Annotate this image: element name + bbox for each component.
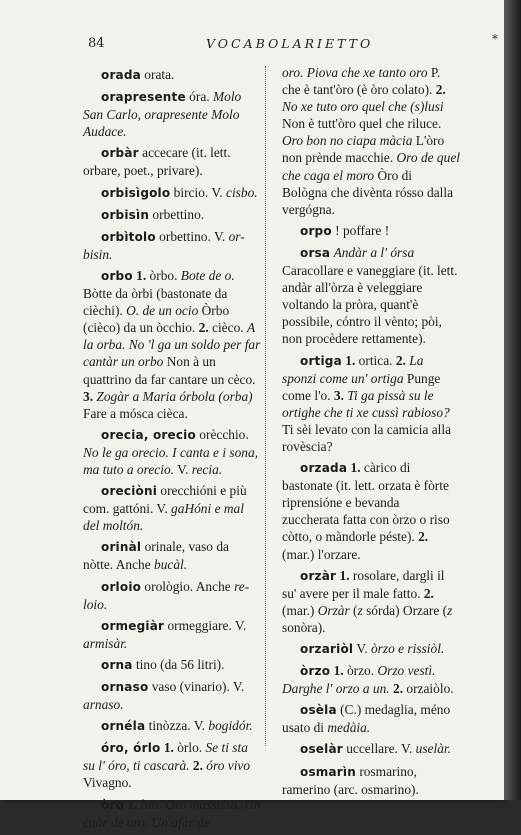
definition-text: òro. — [137, 796, 166, 812]
sense-number: 2. — [198, 320, 209, 336]
example-text: medàia. — [327, 720, 371, 736]
example-text: óro vivo — [206, 758, 251, 774]
example-text: Oro bon no ciapa màcia — [282, 133, 413, 149]
dictionary-entry — [282, 701, 460, 736]
definition-text: orinale, vaso da nòtte. Anche — [83, 539, 229, 573]
sense-number: 1. — [350, 460, 361, 476]
sense-number: 1. — [136, 267, 147, 283]
column-divider — [265, 66, 266, 746]
dictionary-entry — [83, 578, 261, 613]
definition-text: accecare (it. lett. orbare, poet., privare). — [83, 145, 231, 179]
headword: òrzo — [300, 664, 331, 679]
dictionary-entry — [83, 678, 261, 713]
definition-text: Ti sèi levato con la camicia alla rovèscia? — [282, 421, 452, 454]
sense-number: 1. — [339, 567, 350, 583]
headword: orapresente — [101, 90, 186, 105]
headword: orecia, orecio — [101, 427, 196, 442]
headword: orzada — [300, 461, 348, 476]
sense-number: 2. — [192, 758, 203, 774]
definition-text: orecchióni e più com. gattóni. V. — [83, 483, 247, 517]
dictionary-entry — [83, 426, 261, 478]
dictionary-entry — [282, 222, 460, 240]
headword: óro, órlo — [101, 741, 161, 756]
corner-mark: * — [492, 32, 498, 46]
definition-text: óra. — [185, 89, 213, 105]
dictionary-entry — [83, 617, 261, 652]
definition-text: Caracollare e vaneggiare (it. lett. andàr all'òrza è veleggiare voltando la pròra, quant'è possibile, cóntro il vènto; pòi, non procèdere rettamente). — [282, 263, 458, 347]
dictionary-entry — [83, 717, 261, 735]
headword: òro — [101, 797, 125, 812]
example-text: Se ti sta su l' óro, ti cascarà. — [83, 740, 248, 774]
dictionary-entry — [282, 567, 460, 636]
dictionary-entry — [83, 796, 261, 831]
dictionary-entry — [83, 144, 261, 179]
dictionary-entry — [83, 656, 261, 674]
example-text: or-bisin. — [83, 228, 245, 262]
sense-number: 2. — [395, 352, 406, 368]
definition-text: ormeggiare. V. — [164, 617, 247, 633]
dictionary-entry — [83, 267, 261, 422]
headword: orbisìn — [101, 207, 150, 222]
example-text: re-loio. — [83, 578, 250, 612]
dictionary-entry — [83, 184, 261, 202]
dictionary-entry — [282, 640, 460, 658]
example-text: No xe tuto oro quel che (s)lusi — [282, 99, 444, 115]
example-text: O. de un ocio — [126, 303, 199, 319]
example-text: A la orba. No 'l ga un soldo per far cantàr un orbo — [83, 320, 261, 370]
headword: oselàr — [300, 742, 343, 757]
definition-text: orològio. Anche — [141, 578, 235, 594]
definition-text: rosmarino, ramerino (arc. osmarino). — [282, 763, 419, 797]
example-text: z — [357, 602, 363, 618]
example-text: Orzàr — [317, 602, 350, 618]
definition-text: Non è tutt'òro quel che riluce. — [282, 116, 442, 132]
example-text: armisàr. — [83, 635, 128, 651]
headword: orzariòl — [300, 642, 354, 656]
definition-text: V. — [353, 641, 371, 656]
sense-number: 2. — [418, 529, 429, 545]
dictionary-entry — [83, 538, 261, 573]
example-text: uselàr. — [415, 741, 451, 757]
example-text: Orzo vestì. Darghe l' orzo a un. — [282, 663, 436, 697]
definition-text: Bòtte da òrbi (bastonate da cièchi). — [83, 286, 228, 319]
headword: orbàr — [101, 146, 139, 161]
headword: orada — [101, 68, 141, 82]
example-text: Zogàr a Maria órbola (orba) — [96, 388, 253, 404]
definition-text: L'òro non prènde macchie. — [282, 133, 445, 166]
page-number: 84 — [88, 36, 105, 51]
example-text: z — [447, 602, 453, 618]
headword: ormegiàr — [101, 618, 165, 633]
running-title: VOCABOLARIETTO — [206, 36, 374, 51]
definition-text: sonòra). — [282, 619, 326, 635]
definition-text: tino (da 56 litri). — [132, 656, 225, 672]
sense-number: 1. — [333, 663, 344, 679]
definition-text: càrico di bastonate (it. lett. orzata è fòrte riprensióne e bevanda zuccherata fatta con òrzo o riso còtto, o màndorle péste). — [282, 460, 450, 545]
definition-text: V. — [174, 461, 192, 477]
dictionary-entry — [83, 228, 261, 263]
dictionary-entry — [282, 244, 460, 348]
sense-number: 1. — [163, 740, 174, 756]
definition-text: tinòzza. V. — [145, 718, 209, 734]
dictionary-entry — [282, 352, 460, 456]
definition-text: orbettino. — [149, 206, 205, 222]
definition-text: Òro di Bològna che divènta rósso dalla vergógna. — [282, 167, 454, 217]
definition-text: bircio. V. — [170, 184, 226, 200]
definition-text: ! poffare ! — [331, 222, 390, 238]
dictionary-entry — [282, 662, 460, 697]
dictionary-entry — [83, 206, 261, 224]
definition-text: rosolare, dargli il su' avere per il male fatto. — [282, 567, 445, 601]
definition-text: òrbo. — [146, 267, 181, 283]
example-text: recia. — [191, 461, 223, 477]
headword: ortiga — [300, 353, 342, 368]
dictionary-entry — [83, 482, 261, 534]
definition-text: orzaiòlo. — [403, 681, 454, 697]
definition-text: (mar.) l'orzare. — [282, 546, 361, 562]
dictionary-entry — [83, 739, 261, 791]
sense-number: 3. — [83, 388, 94, 404]
headword: orna — [101, 657, 133, 672]
dictionary-entry — [282, 763, 460, 798]
headword: osèla — [300, 703, 337, 718]
headword: ornaso — [101, 680, 149, 694]
page-edge-shadow — [504, 0, 521, 800]
example-text: arnaso. — [83, 697, 124, 713]
headword: osmarìn — [300, 764, 356, 779]
definition-text: (mar.) — [282, 602, 318, 618]
right-column — [282, 64, 460, 802]
example-text: bogidór. — [208, 718, 253, 734]
dictionary-entry — [282, 64, 460, 218]
definition-text: òrlo. — [173, 740, 206, 756]
definition-text: ortica. — [355, 352, 396, 368]
sense-number: 2. — [435, 82, 446, 98]
sense-number: 1. — [127, 796, 138, 812]
definition-text: vaso (vinario). V. — [148, 679, 245, 694]
definition-text: Fare a mósca cièca. — [83, 405, 188, 421]
headword: orbo — [101, 268, 133, 283]
headword: orsa — [300, 245, 331, 260]
headword: orbisìgolo — [101, 185, 171, 200]
dictionary-entry — [282, 740, 460, 758]
example-text: bucàl. — [154, 557, 188, 573]
definition-text: òrzo. — [343, 663, 378, 679]
example-text: La sponzi come un' ortiga — [282, 352, 424, 386]
definition-text: cièco. — [208, 320, 247, 336]
page-header — [88, 32, 498, 56]
example-text: Andàr a l' órsa — [333, 244, 415, 260]
sense-number: 1. — [345, 352, 356, 368]
definition-text: orècchio. — [195, 426, 249, 442]
example-text: No le ga orecio. I canta e i sona, ma tuto a orecio. — [83, 444, 259, 477]
dictionary-entry — [282, 459, 460, 563]
definition-text: Punge come l'o. — [282, 370, 441, 403]
left-column — [83, 66, 261, 835]
headword: orzàr — [300, 568, 337, 583]
definition-text: sórda) Orzare ( — [362, 602, 448, 618]
example-text: Bote de o. — [180, 267, 235, 283]
dictionary-entry — [83, 88, 261, 140]
definition-text: orbettino. V. — [155, 228, 229, 244]
definition-text: orata. — [140, 67, 175, 82]
example-text: Oro de quel che caga el moro — [282, 150, 460, 183]
example-text: òrzo e rissiòl. — [370, 641, 445, 656]
headword: ornéla — [101, 719, 146, 734]
headword: oreciòni — [101, 484, 158, 499]
example-text: Molo San Carlo, orapresente Molo Audace. — [83, 89, 242, 140]
example-text: Ti ga pissà su le ortighe che ti xe cussì rabioso? — [282, 387, 450, 420]
headword: orinàl — [101, 540, 142, 555]
example-text: oro. Piova che xe tanto oro — [282, 65, 428, 80]
definition-text: Vivagno. — [83, 775, 132, 791]
sense-number: 2. — [393, 681, 404, 697]
example-text: gaHóni e mal del moltón. — [83, 501, 244, 534]
sense-number: 2. — [423, 585, 434, 601]
definition-text: uccellare. V. — [342, 741, 416, 757]
sense-number: 3. — [333, 387, 344, 403]
headword: orpo — [300, 223, 332, 238]
definition-text: (C.) medaglia, méno usato di — [282, 702, 451, 736]
definition-text: Òrbo (cièco) da un òcchio. — [83, 303, 230, 336]
definition-text: Non à un quattrino da far cantare un cèco. — [83, 354, 256, 387]
example-text: Oro massisso. Un cuòr de oro. Un afàr de — [83, 796, 261, 830]
definition-text: P. che è tant'òro (è òro colato). — [282, 65, 441, 98]
example-text: cisbo. — [226, 184, 258, 200]
headword: orbìtolo — [101, 229, 156, 244]
headword: orloio — [101, 579, 142, 594]
dictionary-entry — [83, 66, 261, 84]
definition-text: ( — [349, 602, 358, 618]
